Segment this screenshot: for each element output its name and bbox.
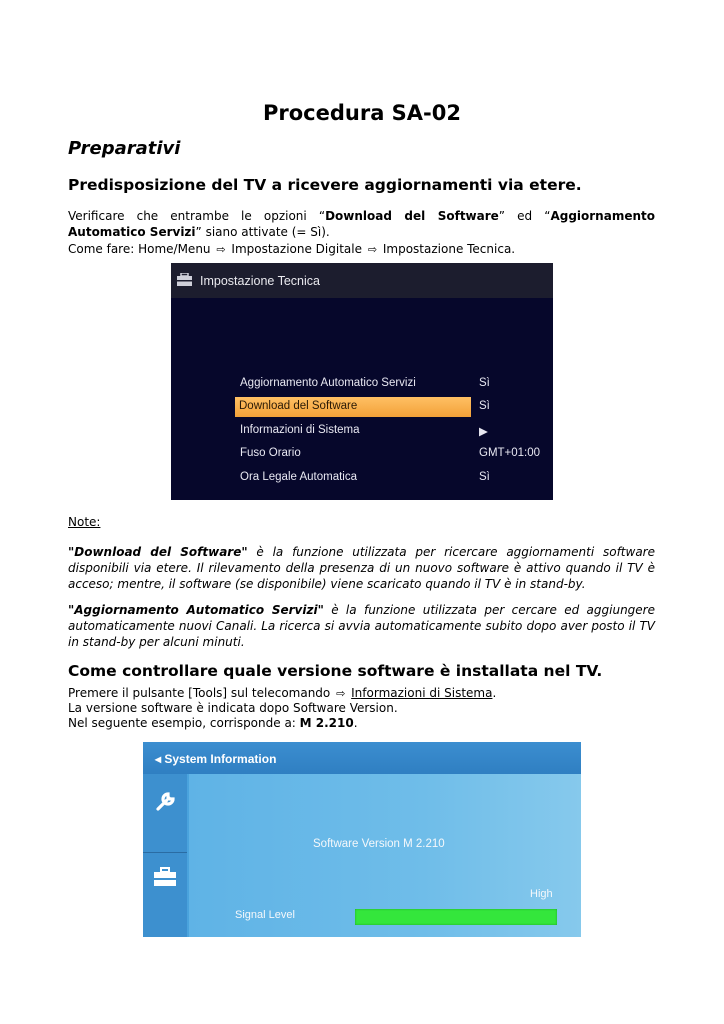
- wrench-icon: [155, 790, 177, 812]
- tv-menu-row-value: GMT+01:00: [479, 447, 541, 459]
- tv-menu-row-value: Sì: [479, 400, 490, 412]
- chevron-left-icon: ◂: [155, 752, 162, 766]
- sub-heading-preparation: Predisposizione del TV a ricevere aggiornamenti via etere.: [68, 176, 582, 194]
- intro-text: Verificare che entrambe le opzioni “: [68, 209, 326, 223]
- tv-menu-row-label: Informazioni di Sistema: [240, 424, 360, 436]
- arrow-right-icon: ⇨: [367, 243, 378, 256]
- option-download-software: Download del Software: [325, 209, 499, 223]
- tv-menu-row: [235, 468, 545, 488]
- tv-menu-row: [235, 421, 545, 441]
- note-download-software: [68, 544, 655, 592]
- tv-menu-row: [235, 444, 545, 464]
- tv-menu-title: Impostazione Tecnica: [200, 274, 320, 288]
- signal-level-label: Signal Level: [235, 909, 295, 921]
- check-text: Nel seguente esempio, corrisponde a:: [68, 716, 300, 730]
- check-line-2: La versione software è indicata dopo Software Version.: [68, 701, 398, 715]
- arrow-right-icon: ⇨: [336, 687, 346, 700]
- check-text: Premere il pulsante [Tools] sul telecomando: [68, 686, 331, 700]
- system-info-title-text: System Information: [164, 752, 277, 766]
- signal-level-bar: [355, 909, 557, 925]
- tv-menu-row: [235, 374, 545, 394]
- version-number: M 2.210: [299, 716, 354, 730]
- tv-menu-row-label: Aggiornamento Automatico Servizi: [240, 377, 416, 389]
- system-info-sidebar: [143, 774, 187, 937]
- software-version-text: Software Version M 2.210: [313, 838, 445, 850]
- note-aggiornamento: [68, 602, 655, 650]
- toolbox-icon: [177, 273, 192, 286]
- howto-step: Impostazione Tecnica.: [382, 242, 516, 256]
- check-text: .: [353, 716, 358, 730]
- arrow-right-icon: ⇨: [216, 243, 226, 256]
- note-term: "Aggiornamento Automatico Servizi": [68, 603, 324, 617]
- system-info-title: [155, 752, 276, 766]
- tv-menu-header: [171, 263, 553, 298]
- howto-step: Impostazione Digitale: [231, 242, 362, 256]
- section-heading: Preparativi: [68, 138, 181, 159]
- toolbox-icon: [153, 867, 177, 887]
- sidebar-divider: [143, 852, 187, 853]
- system-info-screenshot: [143, 742, 581, 937]
- tv-menu-row-selected: [235, 397, 471, 417]
- notes-label: Note:: [68, 515, 101, 529]
- play-arrow-icon: ▶: [479, 426, 488, 438]
- tv-menu-row-value: Sì: [479, 471, 490, 483]
- howto-line: [68, 241, 655, 258]
- note-text: è la funzione utilizzata per cercare ed aggiungere automaticamente nuovi Canali. La ricerca si avvia automaticamente subito dopo aver posto il TV in stand-by per alcuni minuti.: [68, 603, 656, 649]
- system-info-header: [143, 742, 581, 774]
- howto-text: Come fare: Home/Menu: [68, 242, 211, 256]
- tv-menu-screenshot: [171, 263, 553, 500]
- sub-heading-version: Come controllare quale versione software è installata nel TV.: [68, 662, 603, 680]
- tv-menu-row-value-wrap: [479, 397, 539, 417]
- check-line-3: [68, 715, 655, 731]
- note-text: è la funzione utilizzata per ricercare aggiornamenti software disponibili via etere. Il rilevamento della presenza di un nuovo software è attivo quando il TV è acceso; mentre, il software (se disponibile) viene scaricato quando il TV è in stand-by.: [68, 545, 655, 591]
- note-term: "Download del Software": [68, 545, 248, 559]
- intro-text: ” ed “: [498, 209, 551, 223]
- check-text: .: [492, 686, 497, 700]
- tv-menu-row-value: Sì: [479, 377, 490, 389]
- intro-paragraph: [68, 208, 655, 240]
- option-aggiornamento: Aggiornamento Automatico Servizi: [68, 209, 655, 239]
- system-info-reference: Informazioni di Sistema: [351, 686, 493, 700]
- tv-menu-row-label: Ora Legale Automatica: [240, 471, 357, 483]
- tv-menu-row-label: Download del Software: [239, 400, 358, 412]
- tv-menu-row-label: Fuso Orario: [240, 447, 301, 459]
- page-title: Procedura SA-02: [262, 101, 461, 125]
- signal-quality-label: High: [530, 888, 553, 900]
- intro-text: ” siano attivate (= Sì).: [195, 225, 330, 239]
